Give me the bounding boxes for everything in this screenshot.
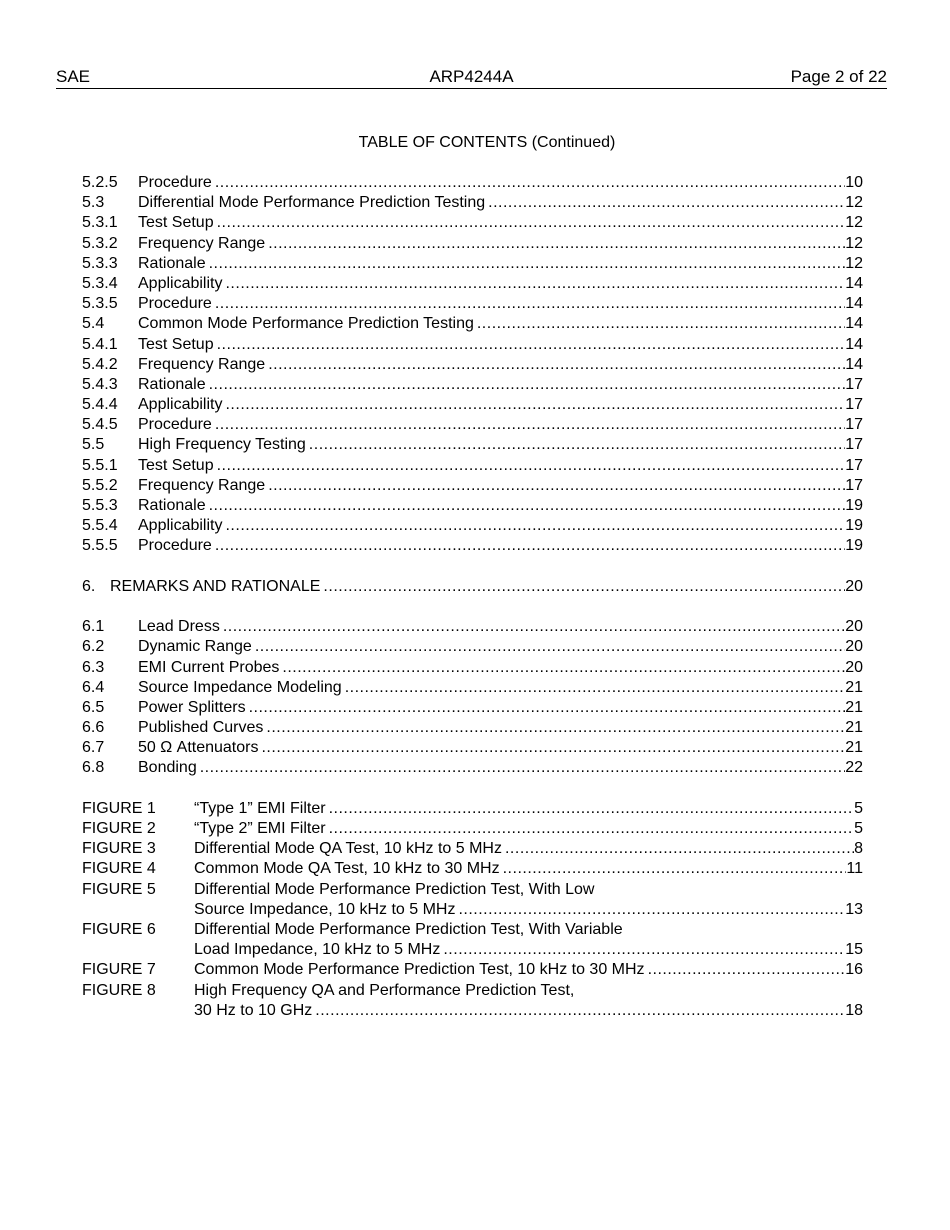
toc-entry-title: 50 Ω Attenuators	[138, 739, 259, 757]
toc-entry[interactable]	[82, 395, 863, 415]
toc-entry-title: Published Curves	[138, 719, 264, 737]
dot-leader	[268, 234, 845, 254]
toc-entry-title: “Type 1” EMI Filter	[194, 799, 326, 817]
toc-entry-number: 5.4	[82, 315, 105, 333]
toc-entry-title: Test Setup	[138, 214, 214, 232]
toc-entry[interactable]	[82, 294, 863, 314]
toc-entry-number: 5.3.4	[82, 274, 118, 292]
toc-entry-page: 8	[854, 840, 863, 858]
spacer	[82, 557, 863, 577]
toc-entry-number: 5.4.2	[82, 355, 118, 373]
dot-leader	[266, 718, 845, 738]
spacer	[82, 597, 863, 617]
toc-entry-number: 5.5.3	[82, 497, 118, 514]
toc-entry-page: 17	[845, 396, 863, 414]
toc-entry-page: 21	[845, 698, 863, 716]
dot-leader	[261, 738, 845, 758]
toc-entry-page: 20	[845, 638, 863, 656]
dot-leader	[225, 395, 845, 415]
toc-entry-number: FIGURE 3	[82, 840, 156, 858]
toc-entry-title: Differential Mode Performance Prediction Test, With Variable	[194, 920, 623, 938]
toc-entry-title: Rationale	[138, 375, 206, 393]
toc-entry-page: 20	[845, 577, 863, 595]
toc-entry[interactable]	[82, 678, 863, 698]
toc-entry-number: 5.5.5	[82, 537, 118, 555]
dot-leader	[282, 658, 845, 678]
toc-entry-title: Applicability	[138, 517, 223, 535]
toc-entry-title: Frequency Range	[138, 234, 266, 252]
toc-entry-title: Procedure	[138, 537, 212, 555]
dot-leader	[255, 637, 845, 657]
toc-entry[interactable]	[82, 920, 863, 940]
toc-entry[interactable]	[82, 880, 863, 900]
toc-entry-title: Rationale	[138, 254, 206, 272]
toc-entry-title: Frequency Range	[138, 476, 266, 494]
toc-entry-page: 21	[845, 678, 863, 696]
toc-entry-number: 6.4	[82, 678, 105, 696]
toc-entry-title: Procedure	[138, 416, 212, 434]
toc-entry-page: 14	[845, 295, 863, 313]
toc-entry-number: 5.4.5	[82, 416, 118, 434]
table-of-contents	[82, 173, 863, 1021]
toc-entry-title: Procedure	[138, 174, 212, 191]
toc-entry[interactable]	[82, 274, 863, 294]
toc-entry-title: Common Mode Performance Prediction Test, 10 kHz to 30 MHz	[194, 961, 645, 979]
toc-entry-page: 14	[845, 315, 863, 333]
dot-leader	[215, 536, 845, 556]
toc-entry[interactable]	[82, 496, 863, 516]
toc-entry-number: FIGURE 2	[82, 820, 156, 837]
toc-entry[interactable]	[82, 617, 863, 637]
toc-title: TABLE OF CONTENTS (Continued)	[358, 134, 616, 151]
toc-entry-title: Source Impedance Modeling	[138, 678, 342, 696]
toc-entry-number: 6.5	[82, 698, 105, 716]
toc-entry[interactable]	[82, 577, 863, 597]
toc-entry[interactable]	[82, 536, 863, 556]
dot-leader	[217, 213, 846, 233]
dot-leader	[215, 415, 845, 435]
toc-entry[interactable]	[82, 213, 863, 233]
toc-entry-title: Common Mode QA Test, 10 kHz to 30 MHz	[194, 860, 500, 878]
toc-entry-page: 20	[845, 618, 863, 636]
spacer	[82, 779, 863, 799]
dot-leader	[209, 375, 846, 395]
toc-entry-number: 6.8	[82, 759, 105, 777]
toc-entry[interactable]	[82, 637, 863, 657]
toc-entry[interactable]	[82, 718, 863, 738]
toc-entry-number: 5.5.2	[82, 476, 118, 494]
toc-entry-number: 5.3.2	[82, 234, 118, 252]
toc-entry-title: “Type 2” EMI Filter	[194, 820, 326, 837]
toc-entry-continuation[interactable]	[82, 940, 863, 960]
dot-leader	[477, 314, 845, 334]
toc-entry-page: 14	[845, 274, 863, 292]
toc-entry-title: Differential Mode QA Test, 10 kHz to 5 MHz	[194, 840, 502, 858]
dot-leader	[268, 476, 845, 496]
toc-entry[interactable]	[82, 456, 863, 476]
page-header	[56, 66, 887, 89]
toc-entry-page: 12	[845, 234, 863, 252]
toc-entry[interactable]	[82, 435, 863, 455]
toc-entry-number: 5.4.1	[82, 335, 118, 353]
toc-entry-title: Lead Dress	[138, 618, 220, 636]
toc-entry[interactable]	[82, 859, 863, 879]
toc-entry-number: 5.5.4	[82, 517, 118, 535]
dot-leader	[249, 698, 846, 718]
toc-entry-number: FIGURE 7	[82, 961, 156, 979]
toc-entry-page: 19	[845, 497, 863, 514]
toc-entry-page: 22	[845, 759, 863, 777]
toc-entry[interactable]	[82, 516, 863, 536]
toc-entry[interactable]	[82, 839, 863, 859]
toc-entry[interactable]	[82, 960, 863, 980]
toc-entry[interactable]	[82, 698, 863, 718]
toc-entry-number: FIGURE 8	[82, 981, 156, 999]
toc-entry[interactable]	[82, 758, 863, 778]
toc-entry-title: Frequency Range	[138, 355, 266, 373]
toc-entry[interactable]	[82, 658, 863, 678]
toc-entry-page: 17	[845, 456, 863, 474]
toc-entry-page: 19	[845, 517, 863, 535]
toc-entry-page: 15	[845, 941, 863, 959]
toc-entry-page: 12	[845, 214, 863, 232]
toc-entry-number: 5.4.4	[82, 396, 118, 414]
dot-leader	[223, 617, 845, 637]
toc-entry-page: 12	[845, 254, 863, 272]
toc-entry[interactable]	[82, 234, 863, 254]
toc-entry-page: 20	[845, 658, 863, 676]
dot-leader	[215, 294, 845, 314]
toc-entry[interactable]	[82, 314, 863, 334]
dot-leader	[200, 758, 845, 778]
dot-leader	[505, 839, 854, 859]
toc-entry-number: 5.5	[82, 436, 105, 454]
toc-entry-page: 5	[854, 799, 863, 817]
toc-entry-page: 17	[845, 375, 863, 393]
toc-entry-title: 30 Hz to 10 GHz	[194, 1001, 313, 1019]
toc-entry-number: FIGURE 4	[82, 860, 156, 878]
toc-entry-number: 5.3.3	[82, 254, 118, 272]
toc-entry-number: FIGURE 6	[82, 920, 156, 938]
toc-entry[interactable]	[82, 173, 863, 193]
dot-leader	[217, 335, 846, 355]
toc-entry[interactable]	[82, 819, 863, 839]
toc-entry-number: 5.3.5	[82, 295, 118, 313]
dot-leader	[225, 274, 845, 294]
toc-entry[interactable]	[82, 415, 863, 435]
toc-entry-page: 17	[845, 476, 863, 494]
toc-entry-page: 16	[845, 961, 863, 979]
toc-entry-title: Bonding	[138, 759, 197, 777]
toc-entry-page: 5	[854, 820, 863, 837]
dot-leader	[648, 960, 846, 980]
toc-entry-number: 6.7	[82, 739, 105, 757]
toc-entry-page: 21	[845, 739, 863, 757]
toc-entry-page: 17	[845, 436, 863, 454]
toc-entry-number: 6.	[82, 577, 96, 595]
toc-entry-page: 13	[845, 900, 863, 918]
toc-entry-title: Test Setup	[138, 456, 214, 474]
dot-leader	[217, 456, 846, 476]
toc-entry-number: 5.5.1	[82, 456, 118, 474]
toc-entry-continuation[interactable]	[82, 900, 863, 920]
toc-entry-page: 11	[846, 860, 863, 878]
toc-entry-title: Test Setup	[138, 335, 214, 353]
dot-leader	[329, 819, 855, 839]
toc-entry[interactable]	[82, 476, 863, 496]
toc-entry-number: 6.2	[82, 638, 105, 656]
dot-leader	[215, 173, 845, 193]
header-doc-id: ARP4244A	[429, 67, 514, 86]
toc-entry-number: 5.4.3	[82, 375, 118, 393]
toc-entry-title: Rationale	[138, 497, 206, 514]
toc-entry-title: Procedure	[138, 295, 212, 313]
toc-entry-title: Power Splitters	[138, 698, 246, 716]
toc-entry[interactable]	[82, 981, 863, 1001]
toc-entry-title: Source Impedance, 10 kHz to 5 MHz	[194, 900, 456, 918]
dot-leader	[503, 859, 847, 879]
dot-leader	[345, 678, 846, 698]
toc-entry-number: 6.6	[82, 719, 105, 737]
toc-entry[interactable]	[82, 335, 863, 355]
toc-entry-title: Common Mode Performance Prediction Testing	[138, 315, 474, 333]
dot-leader	[209, 496, 846, 516]
toc-entry-title: Load Impedance, 10 kHz to 5 MHz	[194, 941, 441, 959]
toc-entry[interactable]	[82, 375, 863, 395]
toc-entry-page: 19	[845, 537, 863, 555]
toc-entry[interactable]	[82, 738, 863, 758]
dot-leader	[443, 940, 845, 960]
toc-entry-page: 18	[845, 1001, 863, 1019]
toc-entry-page: 17	[845, 416, 863, 434]
toc-entry-page: 10	[845, 174, 863, 191]
dot-leader	[458, 900, 845, 920]
toc-entry-title: High Frequency Testing	[138, 436, 306, 454]
toc-entry[interactable]	[82, 799, 863, 819]
toc-entry-page: 14	[845, 335, 863, 353]
dot-leader	[329, 799, 855, 819]
header-page-number: Page 2 of 22	[790, 67, 887, 86]
dot-leader	[309, 435, 845, 455]
toc-entry-title: Applicability	[138, 396, 223, 414]
toc-entry-number: 6.1	[82, 618, 105, 636]
toc-entry-title: Differential Mode Performance Prediction Test, With Low	[194, 880, 595, 898]
toc-entry-title: EMI Current Probes	[138, 658, 280, 676]
toc-entry-title: High Frequency QA and Performance Prediction Test,	[194, 981, 575, 999]
toc-entry-title: Differential Mode Performance Prediction Testing	[138, 194, 486, 212]
dot-leader	[323, 577, 845, 597]
toc-entry-number: 5.3	[82, 194, 105, 212]
dot-leader	[488, 193, 845, 213]
toc-entry-title: REMARKS AND RATIONALE	[110, 577, 321, 595]
toc-entry-page: 14	[845, 355, 863, 373]
toc-entry-page: 12	[845, 194, 863, 212]
dot-leader	[225, 516, 845, 536]
toc-entry-number: FIGURE 5	[82, 880, 156, 898]
toc-entry-continuation[interactable]	[82, 1001, 863, 1021]
header-org: SAE	[56, 67, 91, 86]
dot-leader	[209, 254, 846, 274]
toc-entry-number: 6.3	[82, 658, 105, 676]
toc-entry[interactable]	[82, 355, 863, 375]
toc-entry-title: Dynamic Range	[138, 638, 252, 656]
dot-leader	[268, 355, 845, 375]
dot-leader	[315, 1001, 845, 1021]
toc-entry-title: Applicability	[138, 274, 223, 292]
toc-entry-number: 5.2.5	[82, 174, 118, 191]
toc-entry[interactable]	[82, 193, 863, 213]
toc-entry-number: FIGURE 1	[82, 799, 156, 817]
toc-entry[interactable]	[82, 254, 863, 274]
toc-entry-page: 21	[845, 719, 863, 737]
toc-entry-number: 5.3.1	[82, 214, 118, 232]
